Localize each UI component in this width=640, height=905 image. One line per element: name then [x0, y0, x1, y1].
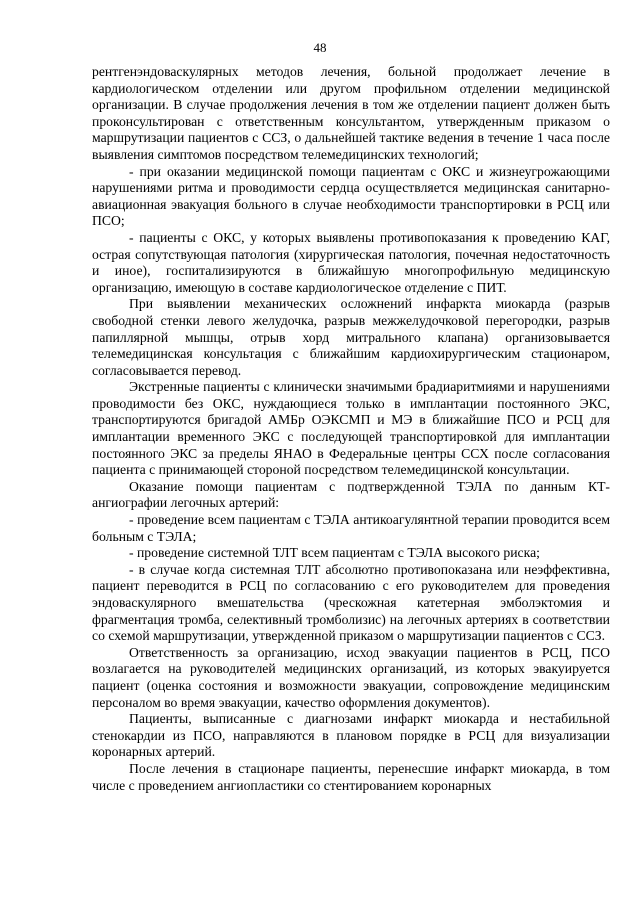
list-item-ambulance-evacuation: - при оказании медицинской помощи пациентам с ОКС и жизнеугрожающими нарушениями ритма и проводимости сердца осуществляется медицинская санитарно-авиационная эвакуация больного в случае необходимости транспортировки в РСЦ или ПСО; [92, 163, 610, 229]
paragraph-discharged-patients: Пациенты, выписанные с диагнозами инфаркт миокарда и нестабильной стенокардии из ПСО, направляются в плановом порядке в РСЦ для визуализации коронарных артерий. [92, 711, 610, 760]
paragraph-after-treatment: После лечения в стационаре пациенты, перенесшие инфаркт миокарда, в том числе с проведением ангиопластики со стентированием коронарных [92, 760, 610, 793]
paragraph-tela-intro: Оказание помощи пациентам с подтвержденной ТЭЛА по данным КТ-ангиографии легочных артерий: [92, 478, 610, 511]
paragraph-responsibility: Ответственность за организацию, исход эвакуации пациентов в РСЦ, ПСО возлагается на руководителей медицинских организаций, из которых эвакуируется пациент (оценка состояния и возможности эвакуации, сопровождение медицинским персоналом во время эвакуации, качество оформления документов). [92, 644, 610, 710]
paragraph-mechanical-complications: При выявлении механических осложнений инфаркта миокарда (разрыв свободной стенки левого желудочка, разрыв межжелудочковой перегородки, разрыв папиллярной мышцы, отрыв хорд митрального клапана) организовывается телемедицинская консультация с ближайшим кардиохирургическим стационаром, согласовывается перевод. [92, 296, 610, 378]
list-item-anticoagulant-therapy: - проведение всем пациентам с ТЭЛА антикоагулянтной терапии проводится всем больным с ТЭЛА; [92, 512, 610, 544]
paragraph-continuation: рентгенэндоваскулярных методов лечения, больной продолжает лечение в кардиологическом отделении или другом профильном отделении медицинской организации. В случае продолжения лечения в том же отделении пациент должен быть проконсультирован с ответственным консультантом, утвержденным приказом о маршрутизации пациентов с ССЗ, о дальнейшей тактике ведения в течение 1 часа после выявления симптомов посредством телемедицинских технологий; [92, 64, 610, 162]
page-number: 48 [313, 40, 327, 55]
list-item-endovascular-intervention: - в случае когда системная ТЛТ абсолютно противопоказана или неэффективна, пациент переводится в РСЦ по согласованию с его руководителем для проведения эндоваскулярного вмешательства (чрескожная катетерная эмболэктомия и фрагментация тромба, селективный тромболизис) на легочных артериях в соответствии со схемой маршрутизации, утвержденной приказом о маршрутизации пациентов с ССЗ. [92, 561, 610, 644]
list-item-kag-contraindications: - пациенты с ОКС, у которых выявлены противопоказания к проведению КАГ, острая сопутствующая патология (хирургическая патология, почечная недостаточность и иное), госпитализируются в ближайшую многопрофильную медицинскую организацию, имеющую в составе кардиологическое отделение с ПИТ. [92, 229, 610, 295]
list-item-systemic-tlt: - проведение системной ТЛТ всем пациентам с ТЭЛА высокого риска; [129, 545, 540, 561]
paragraph-bradyarrhythmia: Экстренные пациенты с клинически значимыми брадиаритмиями и нарушениями проводимости без ОКС, нуждающиеся только в имплантации постоянного ЭКС, транспортируются бригадой АМБр ОЭКСМП и МЭ в ближайшие ПСО и РСЦ для имплантации временного ЭКС с последующей транспортировкой для имплантации постоянного ЭКС за пределы ЯНАО в Федеральные центры ССХ после согласования пациента с принимающей стороной посредством телемедицинской консультации. [92, 379, 610, 478]
document-body [92, 64, 610, 794]
